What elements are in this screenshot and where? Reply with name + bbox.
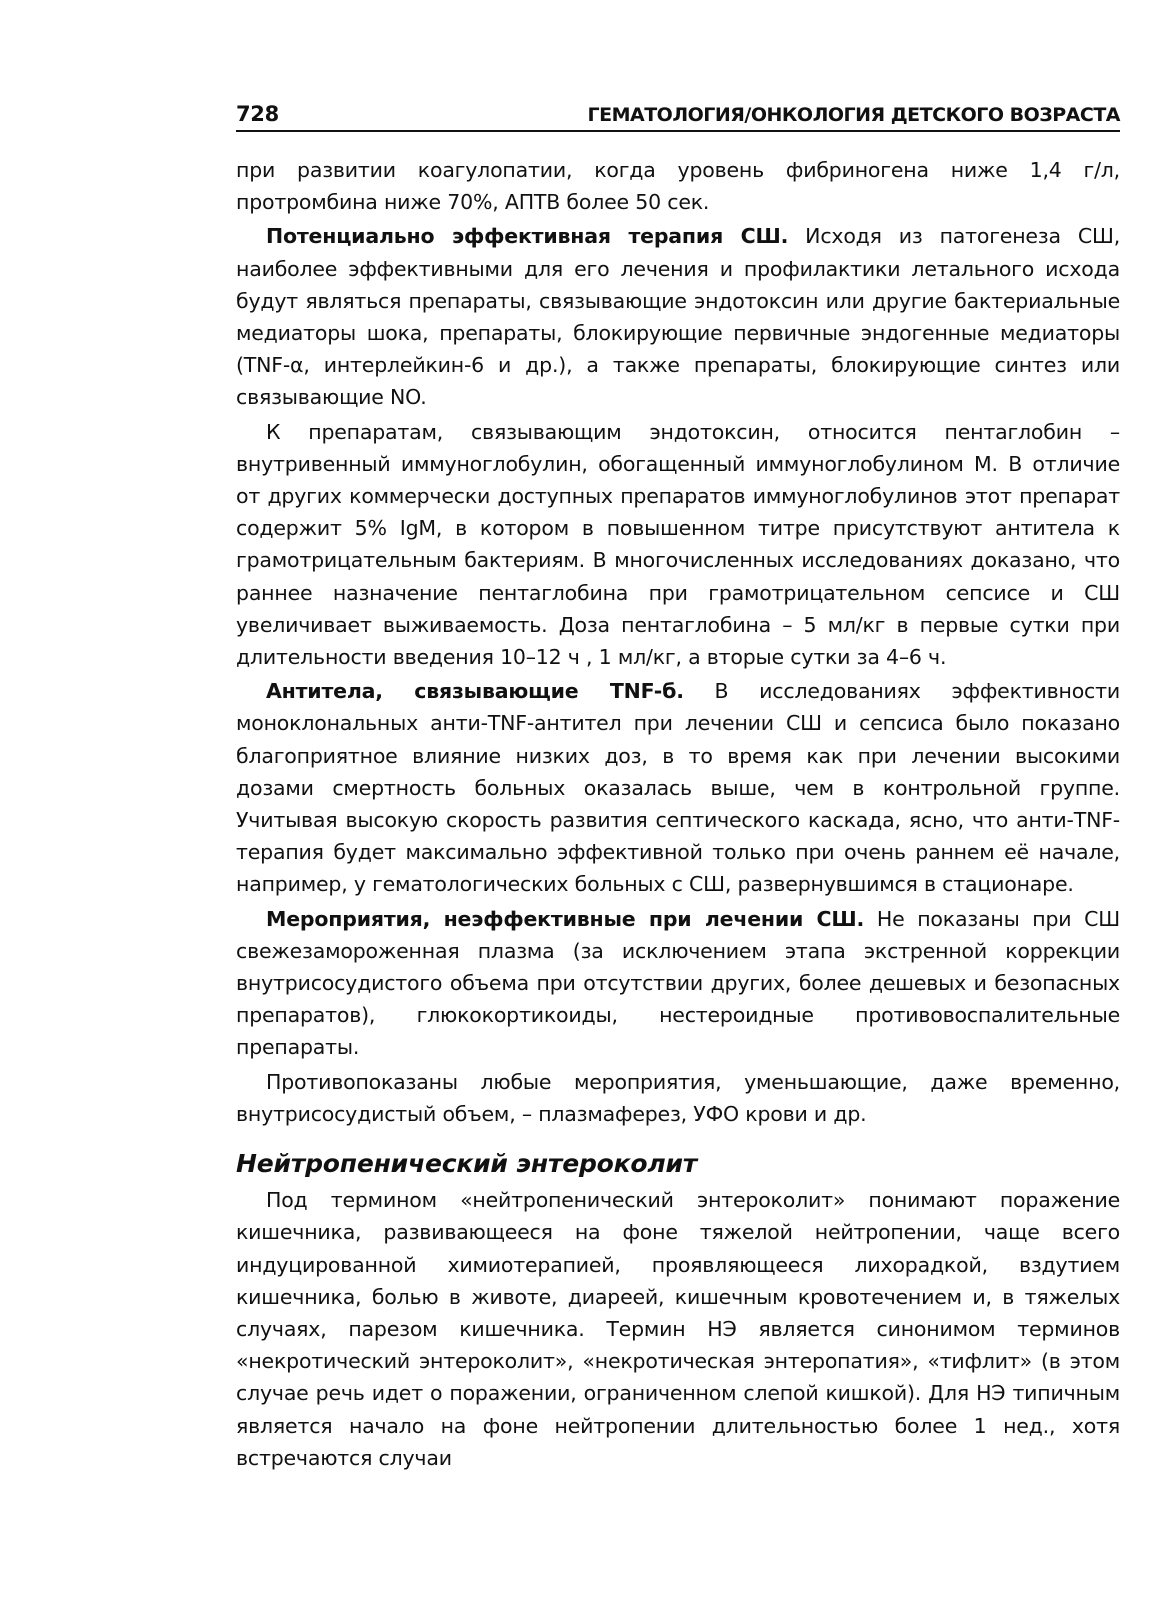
paragraph-text: Не показаны при СШ свежезамороженная плазма (за исключением этапа экстренной коррекции внутрисосудистого объема при отсутствии других, более дешевых и безопасных препаратов), глюкокортикоиды, нестероидные противовоспалительные препараты. [236,906,1120,1060]
paragraph-lead: Мероприятия, неэффективные при лечении СШ. [266,906,865,931]
paragraph-continuation: при развитии коагулопатии, когда уровень фибриногена ниже 1,4 г/л, протромбина ниже 70%, АПТВ более 50 сек. [236,158,1120,215]
paragraph-ineffective [236,903,1120,1064]
paragraph-text: В исследованиях эффективности моноклональных анти-TNF-антител при лечении СШ и сепсиса было показано благоприятное влияние низких доз, в то время как при лечении высокими дозами смертность больных оказалась выше, чем в контрольной группе. Учитывая высокую скорость развития септического каскада, ясно, что анти-TNF-терапия будет максимально эффективной только при очень раннем её начале, например, у гематологических больных с СШ, развернувшимся в стационаре. [236,679,1120,897]
book-page [236,102,1120,1474]
paragraph-potential-therapy [236,220,1120,413]
section-heading: Нейтропенический энтероколит [236,1149,698,1179]
paragraph-lead: Потенциально эффективная терапия СШ. [266,224,789,249]
page-number: 728 [236,102,279,126]
paragraph-lead: Антитела, связывающие TNF-б. [266,679,684,704]
paragraph-pentaglobin: К препаратам, связывающим эндотоксин, относится пентаглобин – внутривенный иммуноглобулин, обогащенный иммуноглобулином М. В отличие от других коммерчески доступных препаратов иммуноглобулинов этот препарат содержит 5% IgM, в котором в повышенном титре присутствуют антитела к грамотрицательным бактериям. В многочисленных исследованиях доказано, что раннее назначение пентаглобина при грамотрицательном сепсисе и СШ увеличивает выживаемость. Доза пентаглобина – 5 мл/кг в первые сутки при длительности введения 10–12 ч , 1 мл/кг, а вторые сутки за 4–6 ч. [236,419,1120,670]
paragraph-text: Исходя из патогенеза СШ, наиболее эффективными для его лечения и профилактики летального исхода будут являться препараты, связывающие эндотоксин или другие бактериальные медиаторы шока, препараты, блокирующие первичные эндогенные медиаторы (TNF-α, интерлейкин-6 и др.), а также препараты, блокирующие синтез или связывающие NO. [236,224,1121,410]
paragraph-enterocolitis: Под термином «нейтропенический энтероколит» понимают поражение кишечника, развивающееся на фоне тяжелой нейтропении, чаще всего индуцированной химиотерапией, проявляющееся лихорадкой, вздутием кишечника, болью в животе, диареей, кишечным кровотечением и, в тяжелых случаях, парезом кишечника. Термин НЭ является синонимом терминов «некротический энтероколит», «некротическая энтеропатия», «тифлит» (в этом случае речь идет о поражении, ограниченном слепой кишкой). Для НЭ типичным является начало на фоне нейтропении длительностью более 1 нед., хотя встречаются случаи [236,1188,1120,1470]
running-title: ГЕМАТОЛОГИЯ/ОНКОЛОГИЯ ДЕТСКОГО ВОЗРАСТА [587,104,1120,126]
paragraph-anti-tnf [236,675,1120,900]
running-header [236,102,1120,132]
paragraph-contraindicated: Противопоказаны любые мероприятия, уменьшающие, даже временно, внутрисосудистый объем, – плазмаферез, УФО крови и др. [236,1069,1120,1126]
